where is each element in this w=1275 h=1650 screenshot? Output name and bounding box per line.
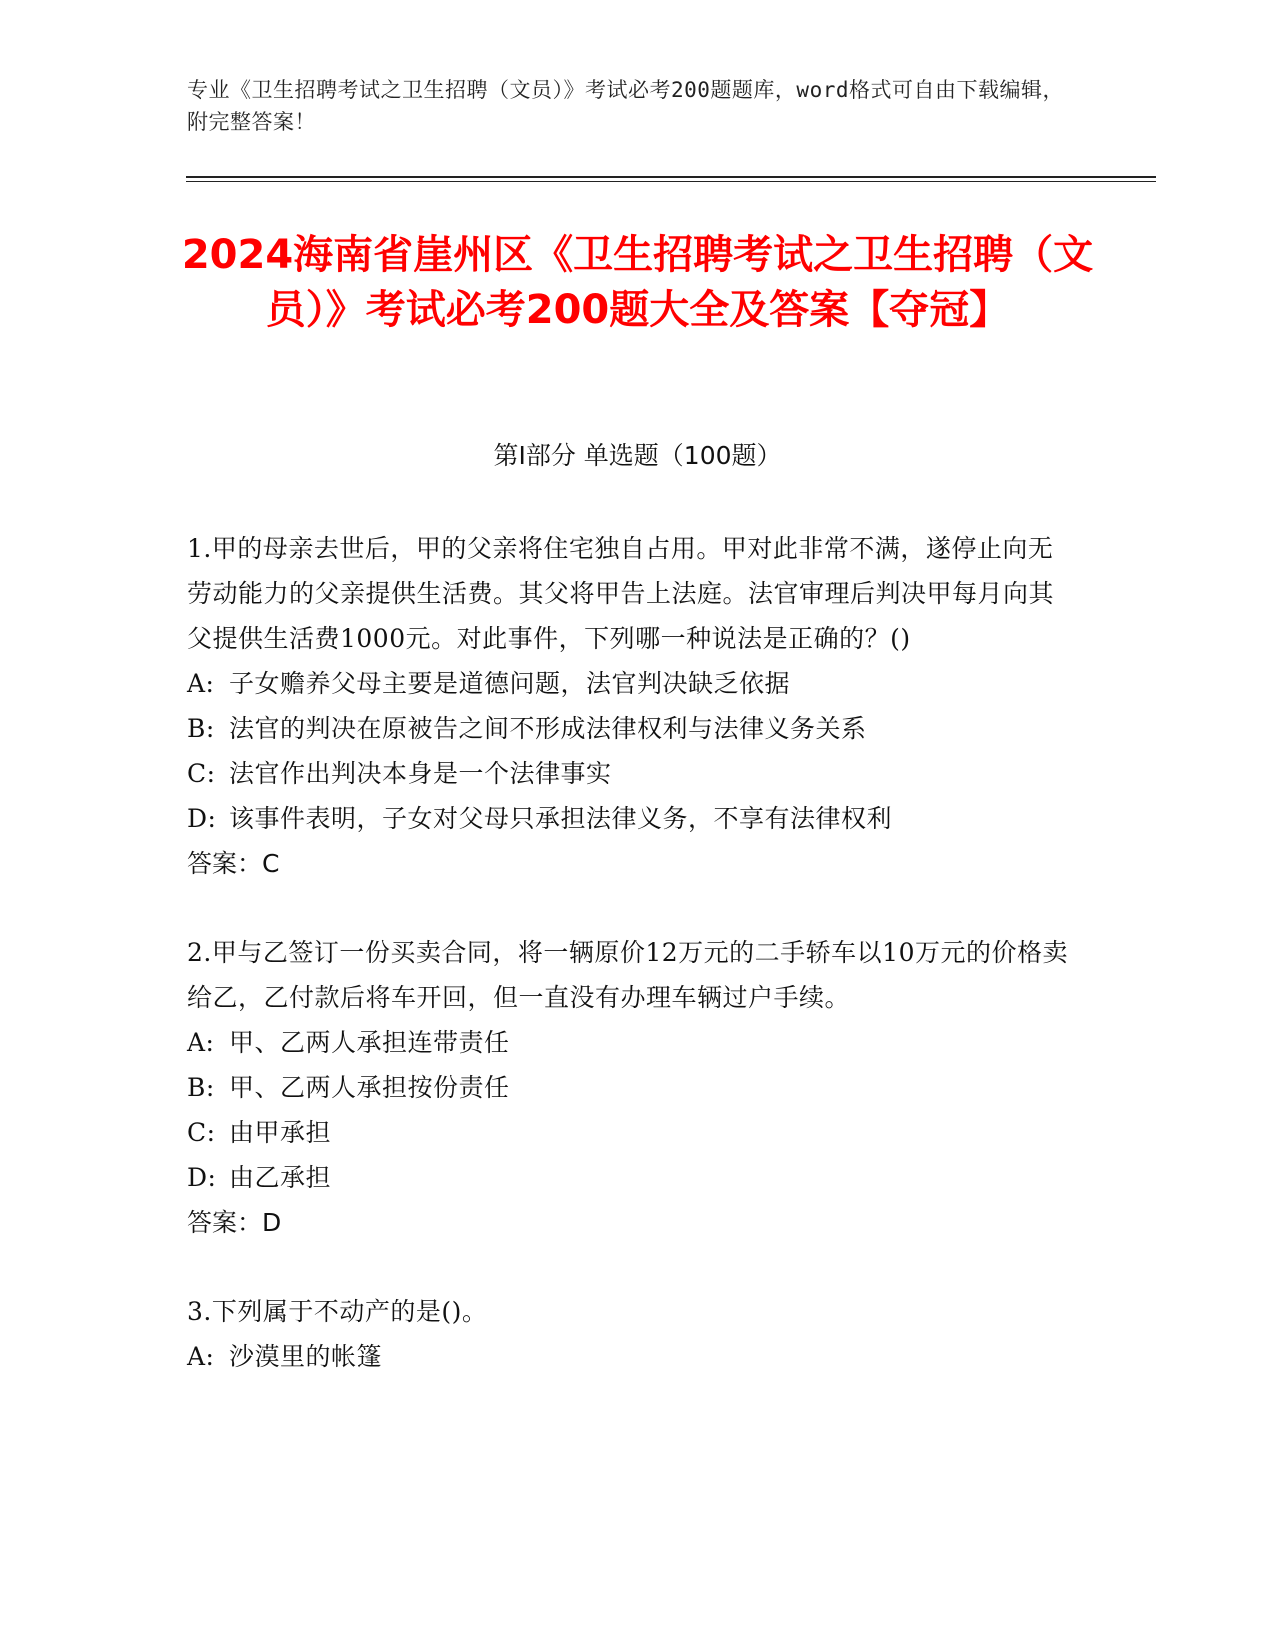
option-text: 该事件表明，子女对父母只承担法律义务，不享有法律权利 [229,804,893,833]
option-letter: C: [187,759,216,788]
option-d [187,1155,1077,1200]
option-d [187,796,1077,841]
option-b [187,706,1077,751]
header-note: 专业《卫生招聘考试之卫生招聘（文员）》考试必考200题题库，word格式可自由下载编辑，附完整答案！ [187,78,1064,134]
option-text: 甲、乙两人承担按份责任 [229,1073,510,1102]
option-a [187,1334,1077,1379]
question-2 [187,930,1077,1245]
option-letter: A: [187,669,215,698]
option-c [187,1110,1077,1155]
option-text: 沙漠里的帐篷 [229,1342,383,1371]
answer-line: 答案：C [187,849,280,878]
question-3 [187,1289,1077,1379]
answer-line: 答案：D [187,1208,282,1237]
option-text: 由甲承担 [229,1118,332,1147]
option-text: 法官的判决在原被告之间不形成法律权利与法律义务关系 [229,714,867,743]
option-letter: D: [187,1163,217,1192]
question-stem: 3.下列属于不动产的是()。 [187,1297,488,1326]
option-letter: A: [187,1028,215,1057]
header-divider-thick [186,176,1156,178]
question-stem: 2.甲与乙签订一份买卖合同，将一辆原价12万元的二手轿车以10万元的价格卖给乙，乙付款后将车开回，但一直没有办理车辆过户手续。 [187,938,1068,1012]
option-text: 法官作出判决本身是一个法律事实 [229,759,612,788]
option-c [187,751,1077,796]
option-letter: B: [187,1073,215,1102]
option-text: 由乙承担 [229,1163,332,1192]
question-1 [187,526,1077,886]
question-stem: 1.甲的母亲去世后，甲的父亲将住宅独自占用。甲对此非常不满，遂停止向无劳动能力的父亲提供生活费。其父将甲告上法庭。法官审理后判决甲每月向其父提供生活费1000元。对此事件，下列哪一种说法是正确的？() [187,534,1055,653]
option-a [187,661,1077,706]
option-text: 子女赡养父母主要是道德问题，法官判决缺乏依据 [229,669,791,698]
section-heading: 第I部分 单选题（100题） [493,441,782,470]
document-title: 2024海南省崖州区《卫生招聘考试之卫生招聘（文员）》考试必考200题大全及答案【夺冠】 [181,232,1094,333]
question-list [187,526,1077,1423]
option-letter: D: [187,804,217,833]
option-letter: B: [187,714,215,743]
option-letter: C: [187,1118,216,1147]
header-divider-thin [186,181,1156,182]
option-text: 甲、乙两人承担连带责任 [229,1028,510,1057]
option-a [187,1020,1077,1065]
option-letter: A: [187,1342,215,1371]
option-b [187,1065,1077,1110]
